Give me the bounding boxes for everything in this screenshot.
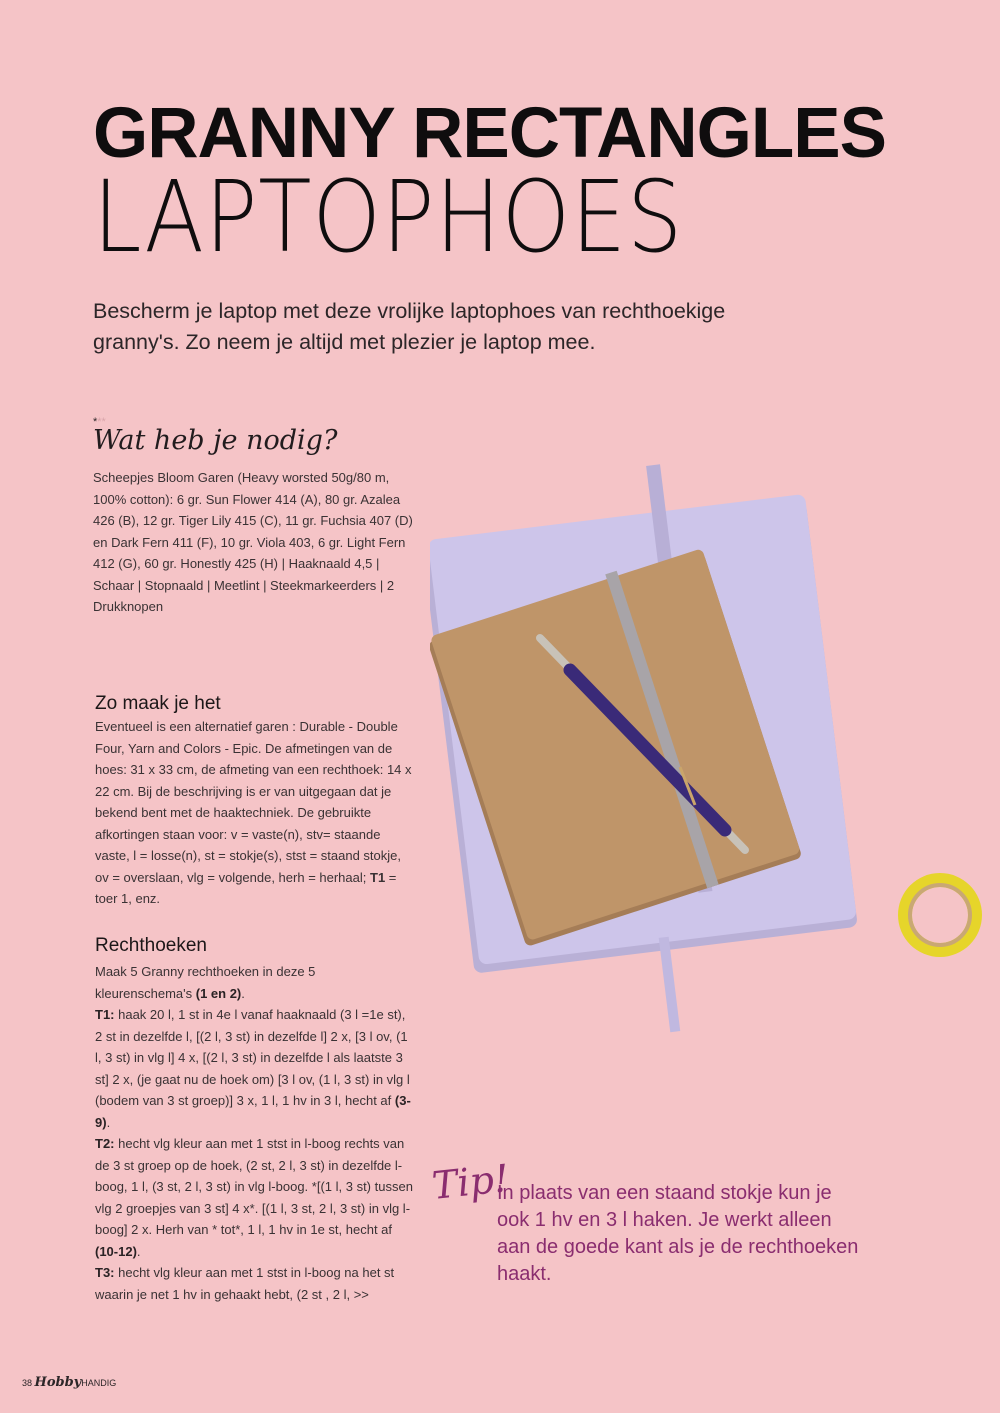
- title-line2: LAPTOPHOES: [93, 160, 684, 275]
- rectangles-intro-text: Maak 5 Granny rechthoeken in deze 5 kleurenschema's: [95, 964, 316, 1001]
- brand-suffix: HANDIG: [81, 1378, 117, 1388]
- round-1-text: haak 20 l, 1 st in 4e l vanaf haaknaald (3 l =1e st), 2 st in dezelfde l, [(2 l, 3 st) in dezelfde l] 2 x, [3 l ov, (1 l, 3 st) in vlg l] 4 x, [(2 l, 3 st) in dezelfde l als laatste 3 st] 2 x, (je gaat nu de hoek om) [3 l ov, (1 l, 3 st) in vlg l (bodem van 3 st groep)] 3 x, 1 l, 1 hv in 3 l, hecht af: [95, 1007, 410, 1108]
- page-footer: [22, 1375, 116, 1390]
- round-1-label: T1:: [95, 1007, 115, 1022]
- tip-label: Tip!: [429, 1156, 512, 1208]
- howto-heading: Zo maak je het: [95, 693, 221, 714]
- round-1: T1: haak 20 l, 1 st in 4e l vanaf haaknaald (3 l =1e st), 2 st in dezelfde l, [(2 l, 3 st) in dezelfde l] 2 x, [3 l ov, (1 l, 3 st) in vlg l] 4 x, [(2 l, 3 st) in dezelfde l als laatste 3 st] 2 x, (je gaat nu de hoek om) [3 l ov, (1 l, 3 st) in vlg l (bodem van 3 st groep)] 3 x, 1 l, 1 hv in 3 l, hecht af (3-9).: [95, 1007, 411, 1130]
- round-2-end: (10-12): [95, 1243, 137, 1259]
- brand-logo: Hobby: [34, 1375, 82, 1390]
- intro-text: Bescherm je laptop met deze vrolijke laptophoes van rechthoekige granny's. Zo neem je altijd met plezier je laptop mee.: [93, 299, 726, 354]
- materials-heading: Wat heb je nodig?: [93, 425, 338, 456]
- difficulty-empty: **: [97, 416, 106, 428]
- tape-roll: [898, 873, 982, 957]
- howto-body: Eventueel is een alternatief garen : Durable - Double Four, Yarn and Colors - Epic. De afmetingen van de hoes: 31 x 33 cm, de afmeting van een rechthoek: 14 x 22 cm. Bij de beschrijving is er van uitgegaan dat je bekend bent met de haaktechniek. De gebruikte afkortingen staan voor: v = vaste(n), stv= staande vaste, l = losse(n), st = stokje(s), stst = staand stokje, ov = overslaan, vlg = volgende, herh = herhaal;: [95, 719, 412, 885]
- rectangles-intro: [95, 961, 415, 1004]
- round-3-label: T3:: [95, 1265, 115, 1280]
- howto-t1-label: T1: [370, 869, 386, 885]
- round-2: T2: hecht vlg kleur aan met 1 stst in l-boog rechts van de 3 st groep op de hoek, (2 st, 2 l, 3 st) in dezelfde l-boog, 1 l, (3 st, 2 l, 3 st) in vlg l-boog. *[(1 l, 3 st) tussen vlg 2 groepjes van 3 st] 4 x*. [(1 l, 3 st, 2 l, 3 st) in vlg l-boog] 2 x. Herh van * tot*, 1 l, 1 hv in 1e st, hecht af (10-12).: [95, 1136, 413, 1259]
- round-3: [95, 1262, 415, 1305]
- page-number: 38: [22, 1378, 33, 1388]
- round-2-text: hecht vlg kleur aan met 1 stst in l-boog rechts van de 3 st groep op de hoek, (2 st, 2 l, 3 st) in dezelfde l-boog, 1 l, (3 st, 2 l, 3 st) in vlg l-boog. *[(1 l, 3 st) tussen vlg 2 groepjes van 3 st] 4 x*. [(1 l, 3 st, 2 l, 3 st) in vlg l-boog] 2 x. Herh van * tot*, 1 l, 1 hv in 1e st, hecht af: [95, 1136, 413, 1237]
- rectangles-text: [95, 961, 415, 1305]
- tip-text: In plaats van een staand stokje kun je ook 1 hv en 3 l haken. Je werkt alleen aan de goede kant als je de rechthoeken haakt.: [497, 1182, 859, 1285]
- round-2-label: T2:: [95, 1136, 115, 1151]
- title-line1: GRANNY RECTANGLES: [93, 94, 886, 173]
- rectangles-intro-end: .: [241, 985, 245, 1001]
- round-3-text: hecht vlg kleur aan met 1 stst in l-boog na het st waarin je net 1 hv in gehaakt hebt, (2 st , 2 l, >>: [95, 1265, 395, 1302]
- howto-t1-suffix: = toer 1, enz.: [95, 869, 397, 906]
- rectangles-heading: Rechthoeken: [95, 935, 207, 956]
- howto-text: [95, 716, 415, 910]
- notebooks-photo: [430, 445, 1000, 1045]
- materials-text: Scheepjes Bloom Garen (Heavy worsted 50g/80 m, 100% cotton): 6 gr. Sun Flower 414 (A), 80 gr. Azalea 426 (B), 12 gr. Tiger Lily 415 (C), 11 gr. Fuchsia 407 (D) en Dark Fern 411 (F), 10 gr. Viola 403, 6 gr. Light Fern 412 (G), 60 gr. Honestly 425 (H) | Haaknaald 4,5 | Schaar | Stopnaald | Meetlint | Steekmarkeerders | 2 Drukknopen: [93, 470, 413, 614]
- difficulty-filled: *: [93, 416, 98, 428]
- round-1-end: (3-9): [95, 1093, 411, 1130]
- rectangles-intro-bold: (1 en 2): [195, 985, 242, 1001]
